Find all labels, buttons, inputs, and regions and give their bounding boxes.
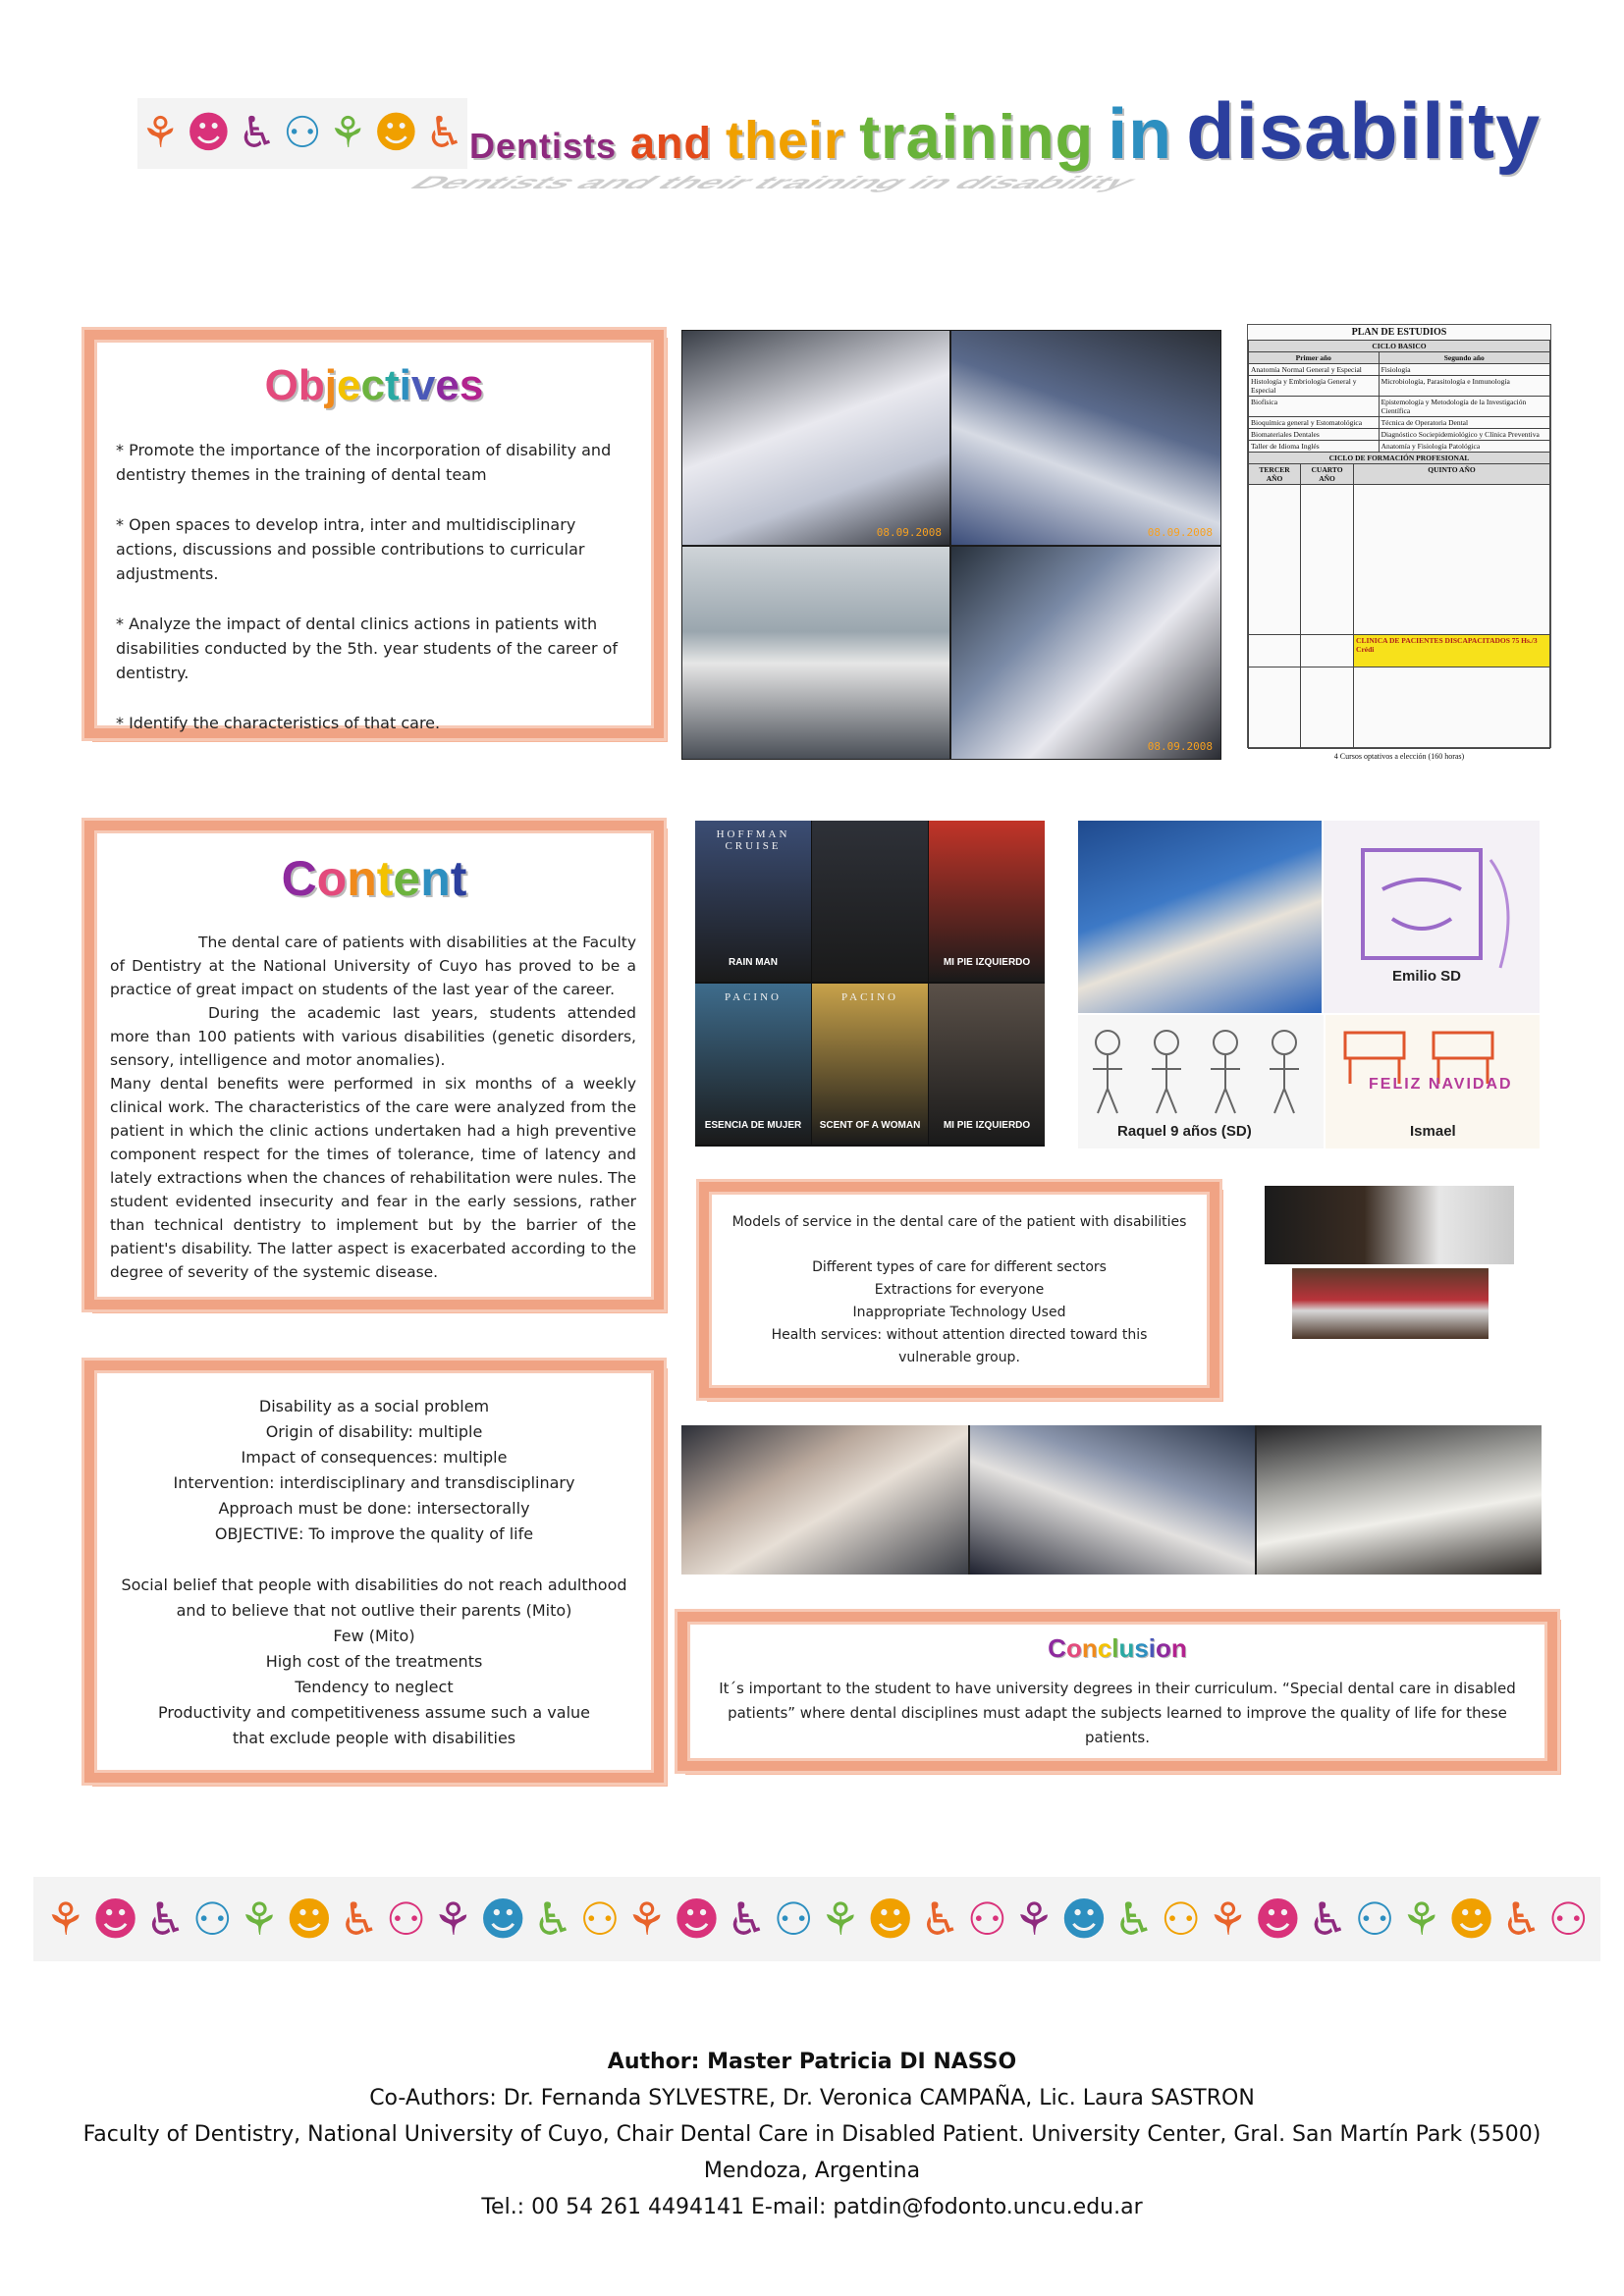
drawing-caption: Ismael	[1410, 1123, 1456, 1140]
movie-poster	[812, 984, 928, 1145]
social-line: Social belief that people with disabilities do not reach adulthood and to believe that not outlive their parents (Mito)	[121, 1575, 627, 1620]
social-problem-panel	[84, 1361, 664, 1783]
poster-title	[469, 86, 1542, 214]
plan-cell: Microbiología, Parasitología e Inmunología	[1379, 376, 1549, 397]
heading-letter: n	[420, 851, 451, 906]
clinic-photo	[681, 330, 950, 546]
poster-title: SCENT OF A WOMAN	[819, 1120, 921, 1131]
social-line: Origin of disability: multiple	[265, 1422, 483, 1441]
person-icon: ☻	[91, 1893, 139, 1946]
person-icon: ☻	[373, 108, 419, 158]
person-icon: ☻	[479, 1893, 527, 1946]
content-body	[110, 931, 636, 1284]
plan-col-header: Primer año	[1249, 352, 1380, 364]
poster-title: MI PIE IZQUIERDO	[943, 1120, 1031, 1131]
plan-cell: Epistemología y Metodología de la Investigación Científica	[1379, 397, 1549, 417]
person-icon: ☻	[866, 1893, 914, 1946]
person-icon: ☻	[285, 1893, 333, 1946]
clinic-photo-collage	[681, 330, 1219, 758]
plan-cell	[1249, 635, 1301, 667]
plan-col-header: TERCER AÑO	[1249, 464, 1301, 485]
objectives-list	[116, 438, 628, 735]
heading-letter: c	[360, 361, 385, 409]
title-word: training	[859, 103, 1095, 172]
bicycle-icon: ⚘	[1013, 1893, 1055, 1946]
plan-cell: Histología y Embriología General y Especial	[1249, 376, 1380, 397]
objective-item: * Promote the importance of the incorporation of disability and dentistry themes in the training of dental team	[116, 441, 612, 484]
movie-poster	[929, 821, 1045, 982]
affiliation: Faculty of Dentistry, National University of Cuyo, Chair Dental Care in Disabled Patient. University Center, Gral. San Martín Park (5500)	[82, 2122, 1542, 2147]
study-plan-footnote: 4 Cursos optativos a elección (160 horas)	[1333, 752, 1465, 761]
conclusion-panel	[677, 1612, 1557, 1771]
social-line: High cost of the treatments	[265, 1652, 483, 1671]
card-greeting: FELIZ NAVIDAD	[1369, 1076, 1513, 1093]
plan-cell	[1249, 485, 1301, 635]
plan-cell	[1301, 635, 1354, 667]
plan-highlight-cell: CLINICA DE PACIENTES DISCAPACITADOS 75 Hs./3 Crédi	[1354, 635, 1550, 667]
heading-letter: t	[384, 361, 400, 409]
wheelchair-icon: ⚇	[385, 1893, 427, 1946]
walking-person-icon: ♿	[1307, 1893, 1348, 1946]
heading-letter: o	[1065, 1633, 1082, 1663]
movie-poster	[695, 984, 811, 1145]
bicycle-icon: ⚘	[328, 108, 367, 158]
person-icon: ☻	[1447, 1893, 1495, 1946]
models-body	[719, 1211, 1200, 1369]
bicycle-icon: ⚘	[239, 1893, 280, 1946]
bicycle-icon: ⚘	[432, 1893, 473, 1946]
plan-cell	[1301, 667, 1354, 749]
city: Mendoza, Argentina	[703, 2159, 921, 2183]
walking-person-icon: ♿	[532, 1893, 573, 1946]
plan-cell: Anatomía y Fisiología Patológica	[1379, 441, 1549, 453]
wheelchair-icon: ⚇	[283, 108, 322, 158]
plan-cell: Biofísica	[1249, 397, 1380, 417]
childrens-drawings-collage	[1078, 821, 1540, 1148]
header-figures-banner	[137, 98, 467, 169]
title-word: and	[630, 118, 713, 168]
plan-cell: Técnica de Operatoria Dental	[1379, 417, 1549, 429]
social-body	[106, 1394, 642, 1751]
poster-actor-names: PACINO	[841, 991, 898, 1003]
wheelchair-icon: ⚇	[191, 1893, 233, 1946]
plan-cell	[1354, 667, 1550, 749]
bicycle-icon: ⚘	[625, 1893, 668, 1946]
objectives-panel	[84, 330, 664, 738]
heading-letter: b	[298, 361, 325, 409]
models-heading: Models of service in the dental care of the patient with disabilities	[731, 1214, 1187, 1230]
person-icon: ☻	[673, 1893, 721, 1946]
dental-devices-photo	[1265, 1186, 1514, 1339]
social-line: Approach must be done: intersectorally	[218, 1499, 530, 1518]
movie-poster	[695, 821, 811, 982]
title-word: their	[726, 111, 846, 170]
heading-letter: c	[1097, 1633, 1112, 1663]
models-line: Extractions for everyone	[874, 1282, 1045, 1298]
heading-letter: e	[393, 851, 421, 906]
plan-cell: Bioquímica general y Estomatológica	[1249, 417, 1380, 429]
movie-posters-collage	[695, 821, 1045, 1147]
heading-letter: s	[1134, 1633, 1149, 1663]
title-word: Dentists	[469, 126, 618, 166]
wheelchair-icon: ⚇	[1354, 1893, 1395, 1946]
child-drawing	[1078, 1015, 1324, 1148]
content-heading	[94, 850, 654, 907]
study-plan-professional-grid	[1248, 452, 1550, 749]
plan-col-header: CUARTO AÑO	[1301, 464, 1354, 485]
bicycle-icon: ⚘	[1400, 1893, 1442, 1946]
child-drawing-photo	[1078, 821, 1322, 1013]
social-line: OBJECTIVE: To improve the quality of life	[214, 1524, 534, 1543]
study-plan-table	[1247, 324, 1551, 761]
plan-section-heading: CICLO BASICO	[1249, 341, 1550, 352]
plan-cell	[1301, 485, 1354, 635]
heading-letter: e	[337, 361, 361, 409]
title-word: disability	[1186, 87, 1542, 176]
movie-poster	[929, 984, 1045, 1145]
plan-cell	[1354, 485, 1550, 635]
bicycle-icon: ⚘	[140, 108, 180, 158]
person-icon: ☻	[1254, 1893, 1302, 1946]
content-paragraph: Many dental benefits were performed in six months of a weekly clinical work. The characteristics of the care were analyzed from the patient in which the clinic actions undertaken had a high preventive component respect for the times of tolerance, time of latency and lately extractions when the chances of rehabilitation were nules. The student evidented insecurity and fear in the early sessions, rather than technical dentistry to implement but by the barrier of the patient's disability. The latter aspect is exacerbated according to the degree of severity of the systemic disease.	[110, 1075, 636, 1281]
heading-letter: j	[324, 361, 338, 409]
wheelchair-icon: ⚇	[579, 1893, 621, 1946]
device-photo-top	[1265, 1186, 1514, 1264]
movie-poster	[812, 821, 928, 982]
title-reflection: Dentists and their training in disability	[402, 173, 1146, 192]
plan-col-header: QUINTO AÑO	[1354, 464, 1550, 485]
patient-photo-strip	[681, 1425, 1542, 1575]
poster-title: RAIN MAN	[729, 957, 778, 968]
heading-letter: O	[264, 361, 298, 409]
conclusion-heading	[687, 1633, 1547, 1664]
walking-person-icon: ♿	[238, 108, 277, 158]
heading-letter: e	[435, 361, 460, 409]
content-paragraph: During the academic last years, students attended more than 100 patients with various disabilities (genetic disorders, sensory, intelligence and motor anomalies).	[110, 1004, 636, 1069]
plan-section-heading: CICLO DE FORMACIÓN PROFESIONAL	[1249, 453, 1550, 464]
social-line: Few (Mito)	[333, 1627, 415, 1645]
walking-person-icon: ♿	[726, 1893, 768, 1946]
poster-actor-names: PACINO	[725, 991, 782, 1003]
wheelchair-icon: ⚇	[966, 1893, 1008, 1946]
plan-cell: Anatomía Normal General y Especial	[1249, 364, 1380, 376]
social-line: Impact of consequences: multiple	[241, 1448, 508, 1467]
author-name: Author: Master Patricia DI NASSO	[607, 2050, 1017, 2074]
walking-person-icon: ♿	[1500, 1893, 1543, 1946]
poster-actor-names: HOFFMAN CRUISE	[716, 828, 790, 852]
walking-person-icon: ♿	[1113, 1893, 1155, 1946]
heading-letter: u	[1118, 1633, 1135, 1663]
wheelchair-icon: ⚇	[1161, 1893, 1202, 1946]
person-icon: ☻	[186, 108, 232, 158]
title-word: in	[1108, 95, 1173, 174]
plan-cell: Biomateriales Dentales	[1249, 429, 1380, 441]
heading-letter: s	[459, 361, 484, 409]
wheelchair-icon: ⚇	[773, 1893, 814, 1946]
footer-figures-banner	[33, 1877, 1600, 1961]
bicycle-icon: ⚘	[820, 1893, 861, 1946]
patient-photo	[681, 1425, 968, 1575]
patient-photo	[1257, 1425, 1542, 1575]
heading-letter: v	[410, 361, 436, 409]
models-line: Different types of care for different sectors	[812, 1259, 1107, 1275]
objective-item: * Identify the characteristics of that care.	[116, 714, 441, 732]
child-drawing	[1326, 1015, 1540, 1148]
plan-col-header: Segundo año	[1379, 352, 1549, 364]
models-panel	[699, 1182, 1219, 1398]
coauthors: Co-Authors: Dr. Fernanda SYLVESTRE, Dr. Veronica CAMPAÑA, Lic. Laura SASTRON	[369, 2086, 1255, 2110]
walking-person-icon: ♿	[920, 1893, 961, 1946]
walking-person-icon: ♿	[339, 1893, 380, 1946]
bicycle-icon: ⚘	[1207, 1893, 1248, 1946]
models-line: Health services: without attention directed toward this vulnerable group.	[771, 1327, 1148, 1365]
study-plan-title: PLAN DE ESTUDIOS	[1351, 327, 1447, 338]
author-block	[39, 2044, 1585, 2225]
heading-letter: n	[1081, 1633, 1098, 1663]
objective-item: * Analyze the impact of dental clinics actions in patients with disabilities conducted by the 5th. year students of the career of dentistry.	[116, 614, 619, 682]
heading-letter: n	[347, 851, 377, 906]
clinic-photo	[950, 546, 1221, 760]
plan-cell: Fisiología	[1379, 364, 1549, 376]
study-plan-grid	[1248, 340, 1550, 453]
heading-letter: C	[281, 851, 317, 906]
drawing-caption: Emilio SD	[1392, 968, 1462, 985]
plan-cell	[1249, 667, 1301, 749]
heading-letter: i	[1148, 1633, 1157, 1663]
objectives-heading	[94, 361, 654, 410]
child-drawing	[1324, 821, 1540, 1013]
bicycle-icon: ⚘	[45, 1893, 86, 1946]
contact-info: Tel.: 00 54 261 4494141 E-mail: patdin@fodonto.uncu.edu.ar	[481, 2195, 1143, 2219]
heading-letter: o	[1156, 1633, 1171, 1663]
content-paragraph: The dental care of patients with disabilities at the Faculty of Dentistry at the National University of Cuyo has proved to be a practice of great impact on students of the last year of the career.	[110, 934, 636, 998]
walking-person-icon: ♿	[425, 108, 464, 158]
heading-letter: l	[1111, 1633, 1119, 1663]
clinic-photo	[681, 546, 950, 760]
plan-cell: Taller de Idioma Inglés	[1249, 441, 1380, 453]
poster-title: ESENCIA DE MUJER	[704, 1120, 802, 1131]
social-line: Tendency to neglect	[295, 1678, 454, 1696]
social-line: Disability as a social problem	[258, 1397, 490, 1415]
plan-cell: Diagnóstico Sociepidemiológico y Clínica Preventiva	[1379, 429, 1549, 441]
patient-photo	[970, 1425, 1255, 1575]
heading-letter: t	[376, 851, 394, 906]
models-line: Inappropriate Technology Used	[852, 1305, 1066, 1320]
wheelchair-icon: ⚇	[1547, 1893, 1589, 1946]
poster-title: MI PIE IZQUIERDO	[943, 957, 1031, 968]
person-icon: ☻	[1060, 1893, 1109, 1946]
heading-letter: t	[450, 851, 467, 906]
drawing-figures	[1078, 1015, 1324, 1123]
device-photo-bottom	[1292, 1268, 1489, 1339]
photo-date-stamp: 08.09.2008	[1147, 740, 1213, 753]
content-panel	[84, 821, 664, 1309]
social-line: Intervention: interdisciplinary and transdisciplinary	[173, 1473, 575, 1492]
walking-person-icon: ♿	[145, 1893, 187, 1946]
clinic-photo	[950, 330, 1221, 546]
objective-item: * Open spaces to develop intra, inter and multidisciplinary actions, discussions and possible contributions to curricular adjustments.	[116, 515, 585, 583]
heading-letter: i	[399, 361, 411, 409]
conclusion-body: It´s important to the student to have university degrees in their curriculum. “Special dental care in disabled patients” where dental disciplines must adapt the subjects learned to improve the quality of life for these patients.	[719, 1680, 1516, 1746]
photo-date-stamp: 08.09.2008	[876, 526, 942, 539]
social-line: Productivity and competitiveness assume such a value that exclude people with disabilities	[157, 1703, 590, 1747]
heading-letter: n	[1170, 1633, 1187, 1663]
heading-letter: o	[316, 851, 348, 906]
drawing-caption: Raquel 9 años (SD)	[1117, 1123, 1252, 1140]
photo-date-stamp: 08.09.2008	[1147, 526, 1213, 539]
heading-letter: C	[1048, 1633, 1066, 1663]
